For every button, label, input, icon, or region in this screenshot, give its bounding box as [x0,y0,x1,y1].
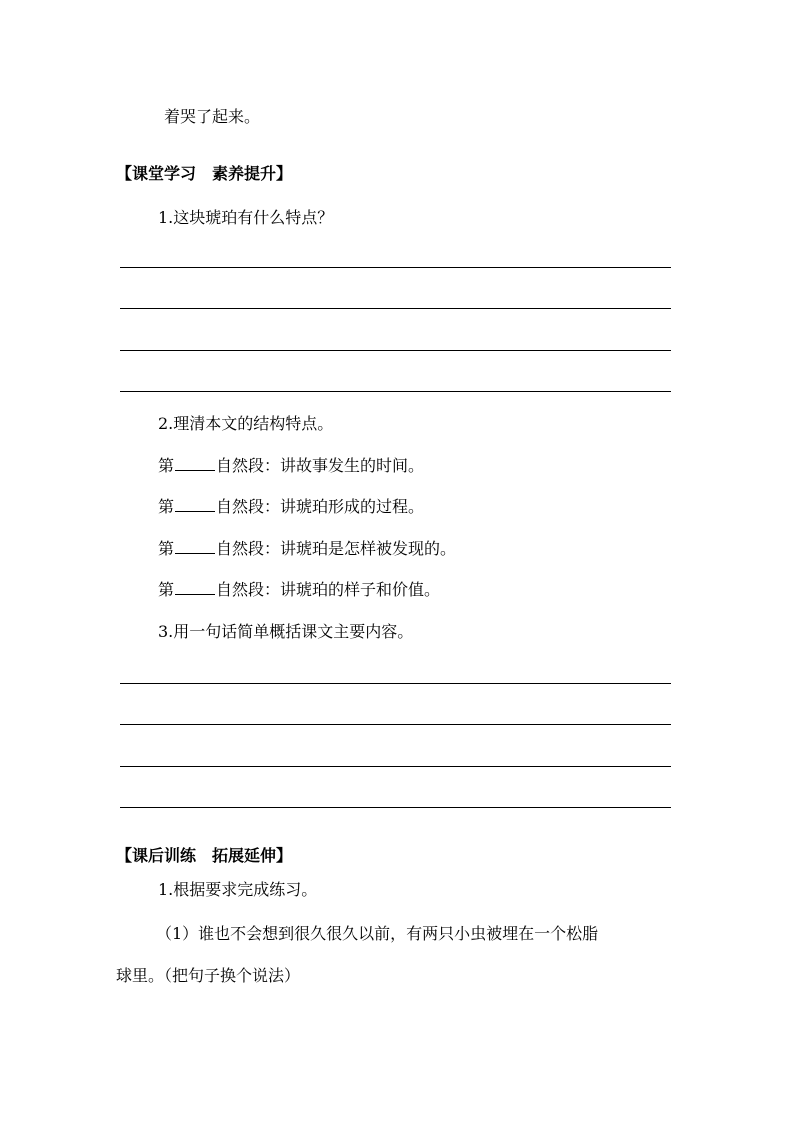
fill-blank-row [158,539,456,559]
fill-prefix: 第 [158,456,175,475]
answer-line[interactable] [120,807,671,808]
exercise-1-sub1-line2: 球里。（把句子换个说法） [116,966,301,985]
paragraph-number-blank[interactable] [175,539,215,554]
fill-prefix: 第 [158,539,175,558]
fill-blank-row [158,456,424,476]
fill-text: 自然段：讲琥珀是怎样被发现的。 [216,539,457,558]
question-1: 1.这块琥珀有什么特点？ [158,208,334,227]
answer-line[interactable] [120,350,671,351]
fill-blank-row [158,580,440,600]
fill-prefix: 第 [158,497,175,516]
paragraph-number-blank[interactable] [175,497,215,512]
section-heading-classroom: 【课堂学习 素养提升】 [116,164,293,183]
answer-line[interactable] [120,683,671,684]
answer-line[interactable] [120,766,671,767]
fill-text: 自然段：讲琥珀的样子和价值。 [216,580,441,599]
section-heading-after-class: 【课后训练 拓展延伸】 [116,846,293,865]
fill-blank-row [158,497,424,517]
question-3: 3.用一句话简单概括课文主要内容。 [158,622,414,641]
fill-text: 自然段：讲琥珀形成的过程。 [216,497,425,516]
paragraph-number-blank[interactable] [175,580,215,595]
answer-line[interactable] [120,308,671,309]
answer-line[interactable] [120,267,671,268]
continuation-text: 着哭了起来。 [164,107,261,126]
fill-prefix: 第 [158,580,175,599]
answer-line[interactable] [120,391,671,392]
question-2: 2.理清本文的结构特点。 [158,414,334,433]
answer-line[interactable] [120,724,671,725]
fill-text: 自然段：讲故事发生的时间。 [216,456,425,475]
paragraph-number-blank[interactable] [175,456,215,471]
exercise-1-sub1-line1: （1）谁也不会想到很久很久以前，有两只小虫被埋在一个松脂 [156,924,599,943]
exercise-1: 1.根据要求完成练习。 [158,880,318,899]
